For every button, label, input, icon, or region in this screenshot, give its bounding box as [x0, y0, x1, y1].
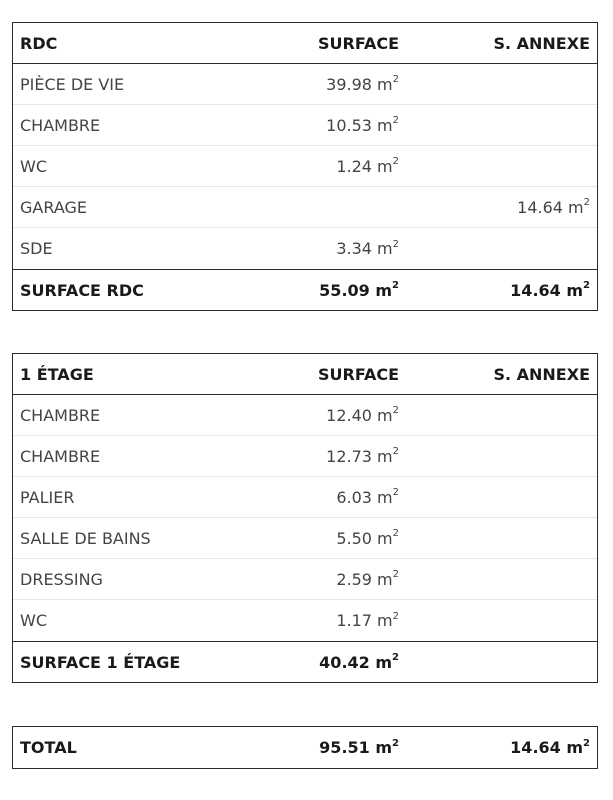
area-unit: m	[375, 652, 393, 672]
area-unit: m	[377, 405, 393, 425]
table-row	[13, 559, 597, 600]
area-unit-exponent: 2	[392, 487, 399, 499]
summary-label: SURFACE 1 ÉTAGE	[20, 652, 181, 672]
area-unit: m	[377, 528, 393, 548]
room-surface	[231, 75, 399, 94]
area-unit: m	[566, 280, 584, 300]
area-unit-exponent: 2	[392, 737, 399, 749]
area-unit-exponent: 2	[392, 446, 399, 458]
room-name: CHAMBRE	[20, 446, 101, 466]
area-unit: m	[377, 239, 393, 258]
area-unit: m	[375, 738, 393, 757]
total-surface	[231, 738, 399, 757]
area-unit: m	[377, 156, 393, 176]
header-annexe-label: S. ANNEXE	[493, 33, 590, 53]
area-unit-exponent: 2	[392, 280, 399, 292]
rdc-table	[12, 22, 598, 311]
table-row	[13, 187, 597, 228]
room-surface	[231, 157, 399, 176]
area-unit-exponent: 2	[392, 652, 399, 664]
area-value: 6.03	[336, 487, 378, 507]
area-unit-exponent: 2	[392, 115, 399, 127]
room-surface	[231, 447, 399, 466]
area-unit: m	[377, 569, 393, 589]
area-unit-exponent: 2	[583, 197, 590, 209]
room-rows	[13, 64, 597, 269]
room-name: WC	[20, 611, 47, 630]
area-unit: m	[377, 115, 393, 135]
header-surface-label: SURFACE	[318, 33, 399, 53]
area-unit: m	[375, 280, 393, 300]
table-row	[13, 146, 597, 187]
header-level-label: 1 ÉTAGE	[20, 364, 94, 384]
total-row	[13, 727, 597, 768]
area-unit: m	[566, 738, 584, 757]
summary-label: SURFACE RDC	[20, 280, 144, 300]
area-unit-exponent: 2	[392, 528, 399, 540]
summary-surface	[231, 281, 399, 300]
area-value: 2.59	[336, 569, 378, 589]
room-surface	[231, 488, 399, 507]
area-value: 3.34	[336, 239, 378, 258]
table-row	[13, 228, 597, 269]
room-surface	[231, 406, 399, 425]
room-surface	[231, 239, 399, 258]
room-name: DRESSING	[20, 569, 103, 589]
area-unit-exponent: 2	[583, 737, 590, 749]
table-row	[13, 64, 597, 105]
area-value: 95.51	[319, 738, 376, 757]
room-surface	[231, 529, 399, 548]
room-surface	[231, 116, 399, 135]
summary-annexe	[399, 281, 596, 300]
area-unit: m	[377, 74, 393, 94]
header-surface-label: SURFACE	[318, 364, 399, 384]
summary-row	[13, 641, 597, 682]
area-value: 39.98	[326, 74, 378, 94]
area-unit: m	[377, 487, 393, 507]
room-name: CHAMBRE	[20, 405, 101, 425]
table-row	[13, 518, 597, 559]
room-name: SALLE DE BAINS	[20, 528, 151, 548]
total-label: TOTAL	[20, 738, 77, 757]
table-row	[13, 600, 597, 641]
room-name: PIÈCE DE VIE	[20, 74, 125, 94]
area-value: 14.64	[510, 738, 567, 757]
room-name: CHAMBRE	[20, 115, 101, 135]
table-row	[13, 436, 597, 477]
area-unit-exponent: 2	[392, 405, 399, 417]
room-annexe	[399, 198, 596, 217]
area-unit: m	[377, 446, 393, 466]
header-level-label: RDC	[20, 33, 58, 53]
area-value: 12.40	[326, 405, 378, 425]
header-annexe-label: S. ANNEXE	[493, 364, 590, 384]
room-rows	[13, 395, 597, 641]
area-value: 40.42	[319, 652, 376, 672]
table-header-row	[13, 354, 597, 395]
room-surface	[231, 570, 399, 589]
area-value: 14.64	[510, 280, 567, 300]
room-name: SDE	[20, 239, 53, 258]
room-surface	[231, 611, 399, 630]
area-value: 1.17	[336, 611, 378, 630]
table-row	[13, 395, 597, 436]
total-table	[12, 726, 598, 769]
area-unit-exponent: 2	[392, 610, 399, 622]
total-annexe	[399, 738, 596, 757]
room-name: WC	[20, 156, 47, 176]
summary-surface	[231, 653, 399, 672]
area-value: 1.24	[336, 156, 378, 176]
table-row	[13, 477, 597, 518]
area-unit-exponent: 2	[392, 569, 399, 581]
area-value: 12.73	[326, 446, 378, 466]
area-value: 5.50	[336, 528, 378, 548]
etage-table	[12, 353, 598, 683]
area-unit-exponent: 2	[392, 74, 399, 86]
area-unit: m	[377, 611, 393, 630]
area-unit-exponent: 2	[583, 280, 590, 292]
area-value: 14.64	[517, 197, 569, 217]
summary-row	[13, 269, 597, 310]
area-value: 55.09	[319, 280, 376, 300]
room-name: GARAGE	[20, 197, 87, 217]
area-unit-exponent: 2	[392, 238, 399, 250]
room-name: PALIER	[20, 487, 75, 507]
area-value: 10.53	[326, 115, 378, 135]
table-header-row	[13, 23, 597, 64]
table-row	[13, 105, 597, 146]
area-unit-exponent: 2	[392, 156, 399, 168]
area-unit: m	[568, 197, 584, 217]
